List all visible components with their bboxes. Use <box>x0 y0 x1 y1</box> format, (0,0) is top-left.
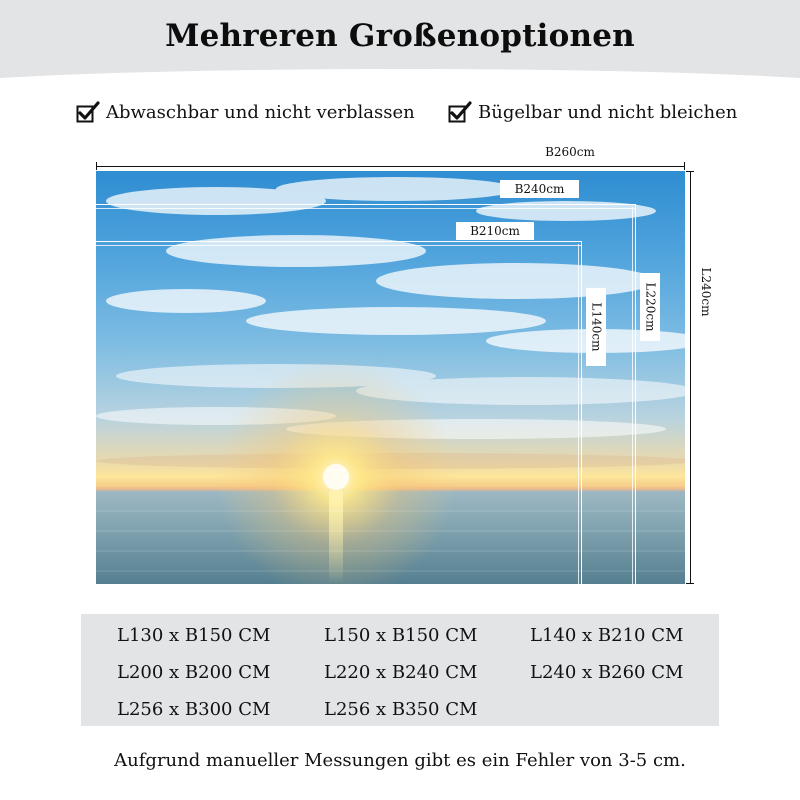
size-option: L140 x B210 CM <box>530 625 684 646</box>
frame-1-width-label: B240cm <box>500 180 579 198</box>
outer-length-tick-bottom <box>686 583 694 584</box>
feature-ironable <box>448 99 737 125</box>
outer-width-line <box>96 166 685 167</box>
header-wave-decoration <box>0 60 800 90</box>
checkbox-checked-icon <box>76 101 100 123</box>
size-option: L130 x B150 CM <box>117 625 271 646</box>
outer-width-label: B260cm <box>545 145 595 159</box>
frame-1-length-text: L220cm <box>643 282 658 332</box>
frame-2-length-text: L140cm <box>589 302 604 352</box>
outer-width-tick-right <box>684 162 685 170</box>
feature-washable <box>76 99 415 125</box>
frame-1-length-label <box>640 273 660 341</box>
frame-210-outline <box>96 241 582 584</box>
outer-length-line <box>690 171 691 584</box>
size-option: L240 x B260 CM <box>530 662 684 683</box>
feature-label: Abwaschbar und nicht verblassen <box>106 101 415 123</box>
size-option: L220 x B240 CM <box>324 662 478 683</box>
size-option: L200 x B200 CM <box>117 662 271 683</box>
checkbox-checked-icon <box>448 101 472 123</box>
size-options-table <box>81 614 719 726</box>
frame-240-inner-edge <box>632 207 633 584</box>
outer-length-text: L240cm <box>699 267 713 317</box>
feature-label: Bügelbar und nicht bleichen <box>478 101 738 123</box>
frame-2-width-label: B210cm <box>456 222 534 240</box>
size-option: L150 x B150 CM <box>324 625 478 646</box>
size-option: L256 x B300 CM <box>117 699 271 720</box>
measurement-tolerance-note: Aufgrund manueller Messungen gibt es ein Fehler von 3-5 cm. <box>114 750 686 771</box>
outer-width-tick-left <box>96 162 97 170</box>
frame-2-length-label <box>586 288 606 366</box>
frame-210-inner-edge <box>578 244 579 584</box>
outer-length-label <box>695 262 717 322</box>
outer-length-tick-top <box>686 171 694 172</box>
size-option: L256 x B350 CM <box>324 699 478 720</box>
page-title: Mehreren Großenoptionen <box>165 18 635 54</box>
